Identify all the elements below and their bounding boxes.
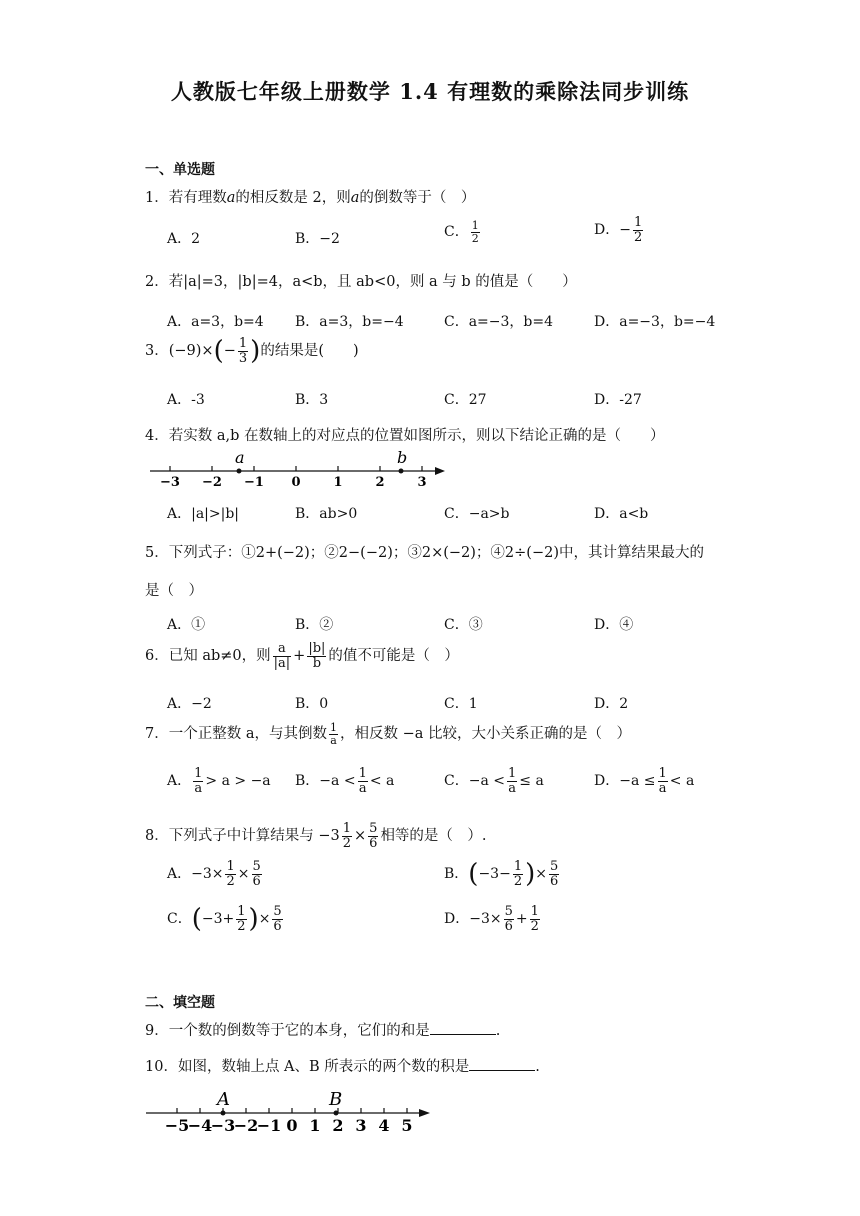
axis-tick-label: 1 [309,1116,321,1135]
option-c[interactable]: C．−a < $\frac{1}{a}$ ≤ a [444,766,544,796]
answer-blank[interactable] [430,1020,496,1035]
point-a-label: A [217,1089,230,1110]
point-b-label: B [329,1089,343,1110]
section-heading-fill-blank: 二、填空题 [145,995,215,1011]
question-9: 9．一个数的倒数等于它的本身，它们的和是 . [145,1019,500,1040]
option-a[interactable]: A． $\frac{1}{a}$ > a > −a [167,766,271,796]
option-c[interactable]: C．−a>b [444,506,510,522]
axis-tick-label: −3 [160,475,180,490]
question-number: 3． [145,343,169,360]
axis-tick-label: 0 [286,1116,298,1135]
axis-tick-label: 4 [378,1116,390,1135]
question-6: 6．已知 ab≠0，则 $\frac{a}{|a|}$ + $\frac{|b|}{b}$ 的值不可能是（ ） [145,641,459,671]
option-b[interactable]: B．−a < $\frac{1}{a}$ < a [295,766,395,796]
question-number: 1． [145,190,169,206]
option-c[interactable]: C． $\frac{1}{2}$ [444,219,479,245]
question-number: 6． [145,648,169,665]
question-5-continued: 是（ ） [145,583,203,599]
option-a[interactable]: A．|a|>|b| [167,506,240,522]
question-number: 2． [145,274,169,290]
option-b[interactable]: B．a=3，b=−4 [295,314,404,330]
axis-tick-label: −2 [202,475,222,490]
question-number: 5． [145,545,169,561]
question-4: 4．若实数 a,b 在数轴上的对应点的位置如图所示，则以下结论正确的是（ ） [145,428,665,444]
option-c[interactable]: C．③ [444,617,483,633]
option-d[interactable]: D．2 [594,696,629,712]
option-b[interactable]: B．0 [295,696,329,712]
option-d[interactable]: D．a<b [594,506,649,522]
option-b[interactable]: B．3 [295,392,329,408]
question-number: 7． [145,726,169,743]
point-a-dot [221,1111,226,1116]
option-c[interactable]: C．1 [444,696,478,712]
question-8: 8．下列式子中计算结果与 −3 $\frac{1}{2}$ × $\frac{5}{6}$ 相等的是（ ）. [145,821,487,851]
point-b-dot [399,469,404,474]
axis-tick-label: 3 [417,475,427,490]
axis-tick-label: 1 [333,475,343,490]
axis-tick-label: −4 [187,1116,213,1135]
question-number: 9． [145,1023,169,1039]
option-d[interactable]: D．− $\frac{1}{2}$ [594,215,643,245]
option-a[interactable]: A．−2 [167,696,212,712]
option-a[interactable]: A．① [167,617,206,633]
axis-tick-label: 2 [332,1116,344,1135]
option-d[interactable]: D．④ [594,617,634,633]
question-number: 10． [145,1059,178,1075]
axis-tick-label: 2 [375,475,385,490]
option-d[interactable]: D．−3× $\frac{5}{6}$ + $\frac{1}{2}$ [444,904,539,934]
option-b[interactable]: B．ab>0 [295,506,358,522]
number-line-q10 [140,1086,440,1138]
option-c[interactable]: C．27 [444,392,487,408]
axis-tick-label: 3 [355,1116,367,1135]
axis-tick-label: −3 [210,1116,236,1135]
axis-tick-label: −2 [233,1116,259,1135]
option-d[interactable]: D．a=−3，b=−4 [594,314,716,330]
option-a[interactable]: A．-3 [167,392,205,408]
question-number: 4． [145,428,169,444]
option-c[interactable]: C．(−3+ $\frac{1}{2}$ )× $\frac{5}{6}$ [167,904,282,935]
section-heading-single-choice: 一、单选题 [145,162,215,178]
axis-tick-label: −1 [256,1116,282,1135]
question-5: 5．下列式子：①2+(−2)；②2−(−2)；③2×(−2)；④2÷(−2)中，其计算结果最大的 [145,545,704,561]
point-b-dot [334,1111,339,1116]
question-7: 7．一个正整数 a，与其倒数 $\frac{1}{a}$ ，相反数 −a 比较，大小关系正确的是（ ） [145,721,632,747]
point-a-dot [237,469,242,474]
option-a[interactable]: A．−3× $\frac{1}{2}$ × $\frac{5}{6}$ [167,859,261,889]
point-b-label: b [397,448,408,467]
option-b[interactable]: B．−2 [295,231,340,247]
axis-tick-label: −5 [164,1116,190,1135]
question-number: 8． [145,828,169,845]
point-a-label: a [235,448,245,467]
option-b[interactable]: B．② [295,617,334,633]
axis-tick-label: 5 [401,1116,413,1135]
option-a[interactable]: A．2 [167,231,201,247]
option-d[interactable]: D．−a ≤ $\frac{1}{a}$ < a [594,766,695,796]
question-1: 1．若有理数a的相反数是 2，则a的倒数等于（ ） [145,190,476,206]
axis-tick-label: 0 [291,475,301,490]
answer-blank[interactable] [469,1056,535,1071]
option-b[interactable]: B．(−3− $\frac{1}{2}$ )× $\frac{5}{6}$ [444,859,559,890]
question-2: 2．若|a|=3，|b|=4，a<b，且 ab<0，则 a 与 b 的值是（ ） [145,274,577,290]
question-10: 10．如图，数轴上点 A、B 所表示的两个数的积是 . [145,1055,540,1076]
axis-tick-label: −1 [244,475,264,490]
option-c[interactable]: C．a=−3，b=4 [444,314,554,330]
option-d[interactable]: D．-27 [594,392,642,408]
question-3: 3．(−9)×(− $\frac{1}{3}$ )的结果是( ) [145,336,359,367]
option-a[interactable]: A．a=3，b=4 [167,314,264,330]
page-title: 人教版七年级上册数学 1.4 有理数的乘除法同步训练 [170,79,690,104]
number-line-q4 [145,446,455,492]
